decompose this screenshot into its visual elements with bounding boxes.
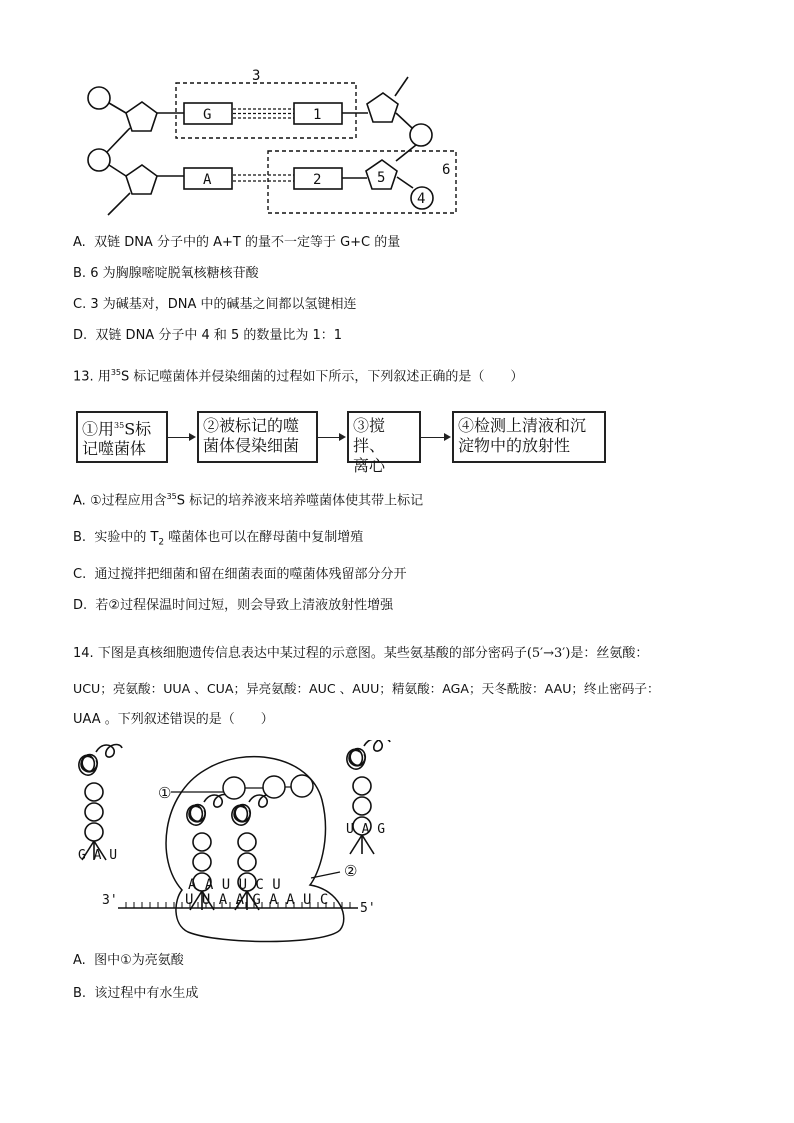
q14-option-b[interactable] <box>73 986 198 1002</box>
q13-option-d[interactable] <box>73 598 393 614</box>
phosphate-circle <box>88 149 110 171</box>
q13-option-c[interactable] <box>73 567 407 583</box>
option-text: 通过搅拌把细菌和留在细菌表面的噬菌体残留部分分开 <box>94 567 407 582</box>
option-text: 该过程中有水生成 <box>94 986 199 1001</box>
option-letter: C. <box>73 297 87 312</box>
option-text: 图中①为亮氨酸 <box>94 953 184 968</box>
stem-text: UCU；亮氨酸：UUA 、CUA；异亮氨酸：AUC 、AUU；精氨酸：AGA；天冬酰胺：AAU；终止密码子： <box>73 681 660 696</box>
option-text: 双链 DNA 分子中的 A+T 的量不一定等于 G+C 的量 <box>94 235 401 250</box>
flow-text: ②被标记的噬 <box>203 416 300 435</box>
deoxyribose-pentagon <box>126 165 157 194</box>
option-letter: B. <box>73 986 87 1001</box>
translation-figure <box>70 740 400 945</box>
question-number: 13. <box>73 369 94 385</box>
option-text: 3 为碱基对，DNA 中的碱基之间都以氢键相连 <box>90 297 357 312</box>
ribosome-outline <box>166 757 344 942</box>
flow-arrow <box>168 437 194 438</box>
mrna-sequence: U U A A G A A U C <box>185 892 329 908</box>
stem-text: 用 <box>97 369 111 385</box>
flow-text: 离心 <box>353 456 386 475</box>
option-letter: B. <box>73 530 87 545</box>
stem-text: UAA 。下列叙述错误的是（ ） <box>73 712 274 727</box>
flow-text: ③搅拌、 <box>353 416 386 455</box>
option-text: S 标记的培养液来培养噬菌体使其带上标记 <box>176 493 424 509</box>
q12-option-d[interactable] <box>73 328 342 344</box>
q14-stem-line2 <box>73 681 660 697</box>
option-text: 噬菌体也可以在酵母菌中复制增殖 <box>164 530 364 545</box>
stem-text: 是：丝氨酸： <box>570 646 649 661</box>
stem-text: S 标记噬菌体并侵染细菌的过程如下所示，下列叙述正确的是（ ） <box>121 369 524 385</box>
flow-text: 淀物中的放射性 <box>458 436 571 455</box>
flow-step-2 <box>197 411 318 463</box>
label-2: 2 <box>313 172 322 188</box>
deoxyribose-pentagon <box>367 93 398 122</box>
q13-stem <box>73 365 523 385</box>
label-g: G <box>203 107 212 123</box>
phosphate-circle <box>88 87 110 109</box>
flow-arrow <box>421 437 449 438</box>
label-4: 4 <box>417 191 426 207</box>
option-text: ①过程应用含 <box>89 493 167 509</box>
flow-text: ①用 <box>82 419 115 439</box>
question-number: 14. <box>73 646 94 661</box>
label-3: 3 <box>252 68 261 84</box>
option-letter: B. <box>73 266 87 281</box>
q12-option-a[interactable] <box>73 235 400 251</box>
q13-option-b[interactable] <box>73 530 363 551</box>
option-text: 6 为胸腺嘧啶脱氧核糖核苷酸 <box>90 266 259 281</box>
subscript: 2 <box>158 537 165 548</box>
amino-acid-circle <box>263 776 285 798</box>
label-1: 1 <box>313 107 322 123</box>
flow-arrow <box>318 437 344 438</box>
superscript: 35 <box>114 421 125 430</box>
option-letter: D. <box>73 328 88 343</box>
option-letter: A. <box>73 493 86 509</box>
option-text: 实验中的 T <box>94 530 159 545</box>
flow-text: S标 <box>124 419 152 439</box>
option-letter: A. <box>73 235 86 250</box>
label-a: A <box>203 172 212 188</box>
q12-option-b[interactable] <box>73 266 259 282</box>
label-circle-1: ① <box>158 784 172 802</box>
anticodon-row: A A U U C U <box>188 877 281 893</box>
option-letter: D. <box>73 598 88 613</box>
flow-text: ④检测上清液和沉 <box>458 416 587 435</box>
q14-option-a[interactable] <box>73 953 184 969</box>
box-6-dashed <box>268 151 456 213</box>
trna-left-anticodon: G A U <box>78 848 118 863</box>
stem-text: 下图是真核细胞遗传信息表达中某过程的示意图。某些氨基酸的部分密码子 <box>97 646 527 661</box>
option-letter: A. <box>73 953 86 968</box>
q12-option-c[interactable] <box>73 297 357 313</box>
codon-direction: (5′→3′) <box>526 646 571 661</box>
flow-text: 记噬菌体 <box>82 439 147 459</box>
mrna-end-3prime: 3' <box>102 893 118 908</box>
option-text: 若②过程保温时间过短，则会导致上清液放射性增强 <box>95 598 394 613</box>
label-6: 6 <box>442 162 451 178</box>
label-circle-2: ② <box>344 862 358 880</box>
flow-step-3 <box>347 411 421 475</box>
trna-left <box>79 745 122 860</box>
flow-text: 菌体侵染细菌 <box>203 436 300 455</box>
dna-structure-figure <box>80 65 470 220</box>
mrna-end-5prime: 5' <box>360 901 376 916</box>
phosphate-circle <box>410 124 432 146</box>
option-text: 双链 DNA 分子中 4 和 5 的数量比为 1：1 <box>95 328 343 343</box>
q13-option-a[interactable] <box>73 489 423 509</box>
superscript: 35 <box>110 368 122 377</box>
q14-stem-line1 <box>73 646 648 662</box>
flow-step-1 <box>76 411 168 463</box>
option-letter: C. <box>73 567 87 582</box>
deoxyribose-pentagon <box>126 102 157 131</box>
amino-acid-circle <box>291 775 313 797</box>
flow-step-4 <box>452 411 606 463</box>
superscript: 35 <box>166 492 177 501</box>
label-5: 5 <box>377 170 386 186</box>
amino-acid-circle <box>223 777 245 799</box>
q14-stem-line3 <box>73 712 274 728</box>
trna-right-anticodon: U A G <box>346 822 386 837</box>
